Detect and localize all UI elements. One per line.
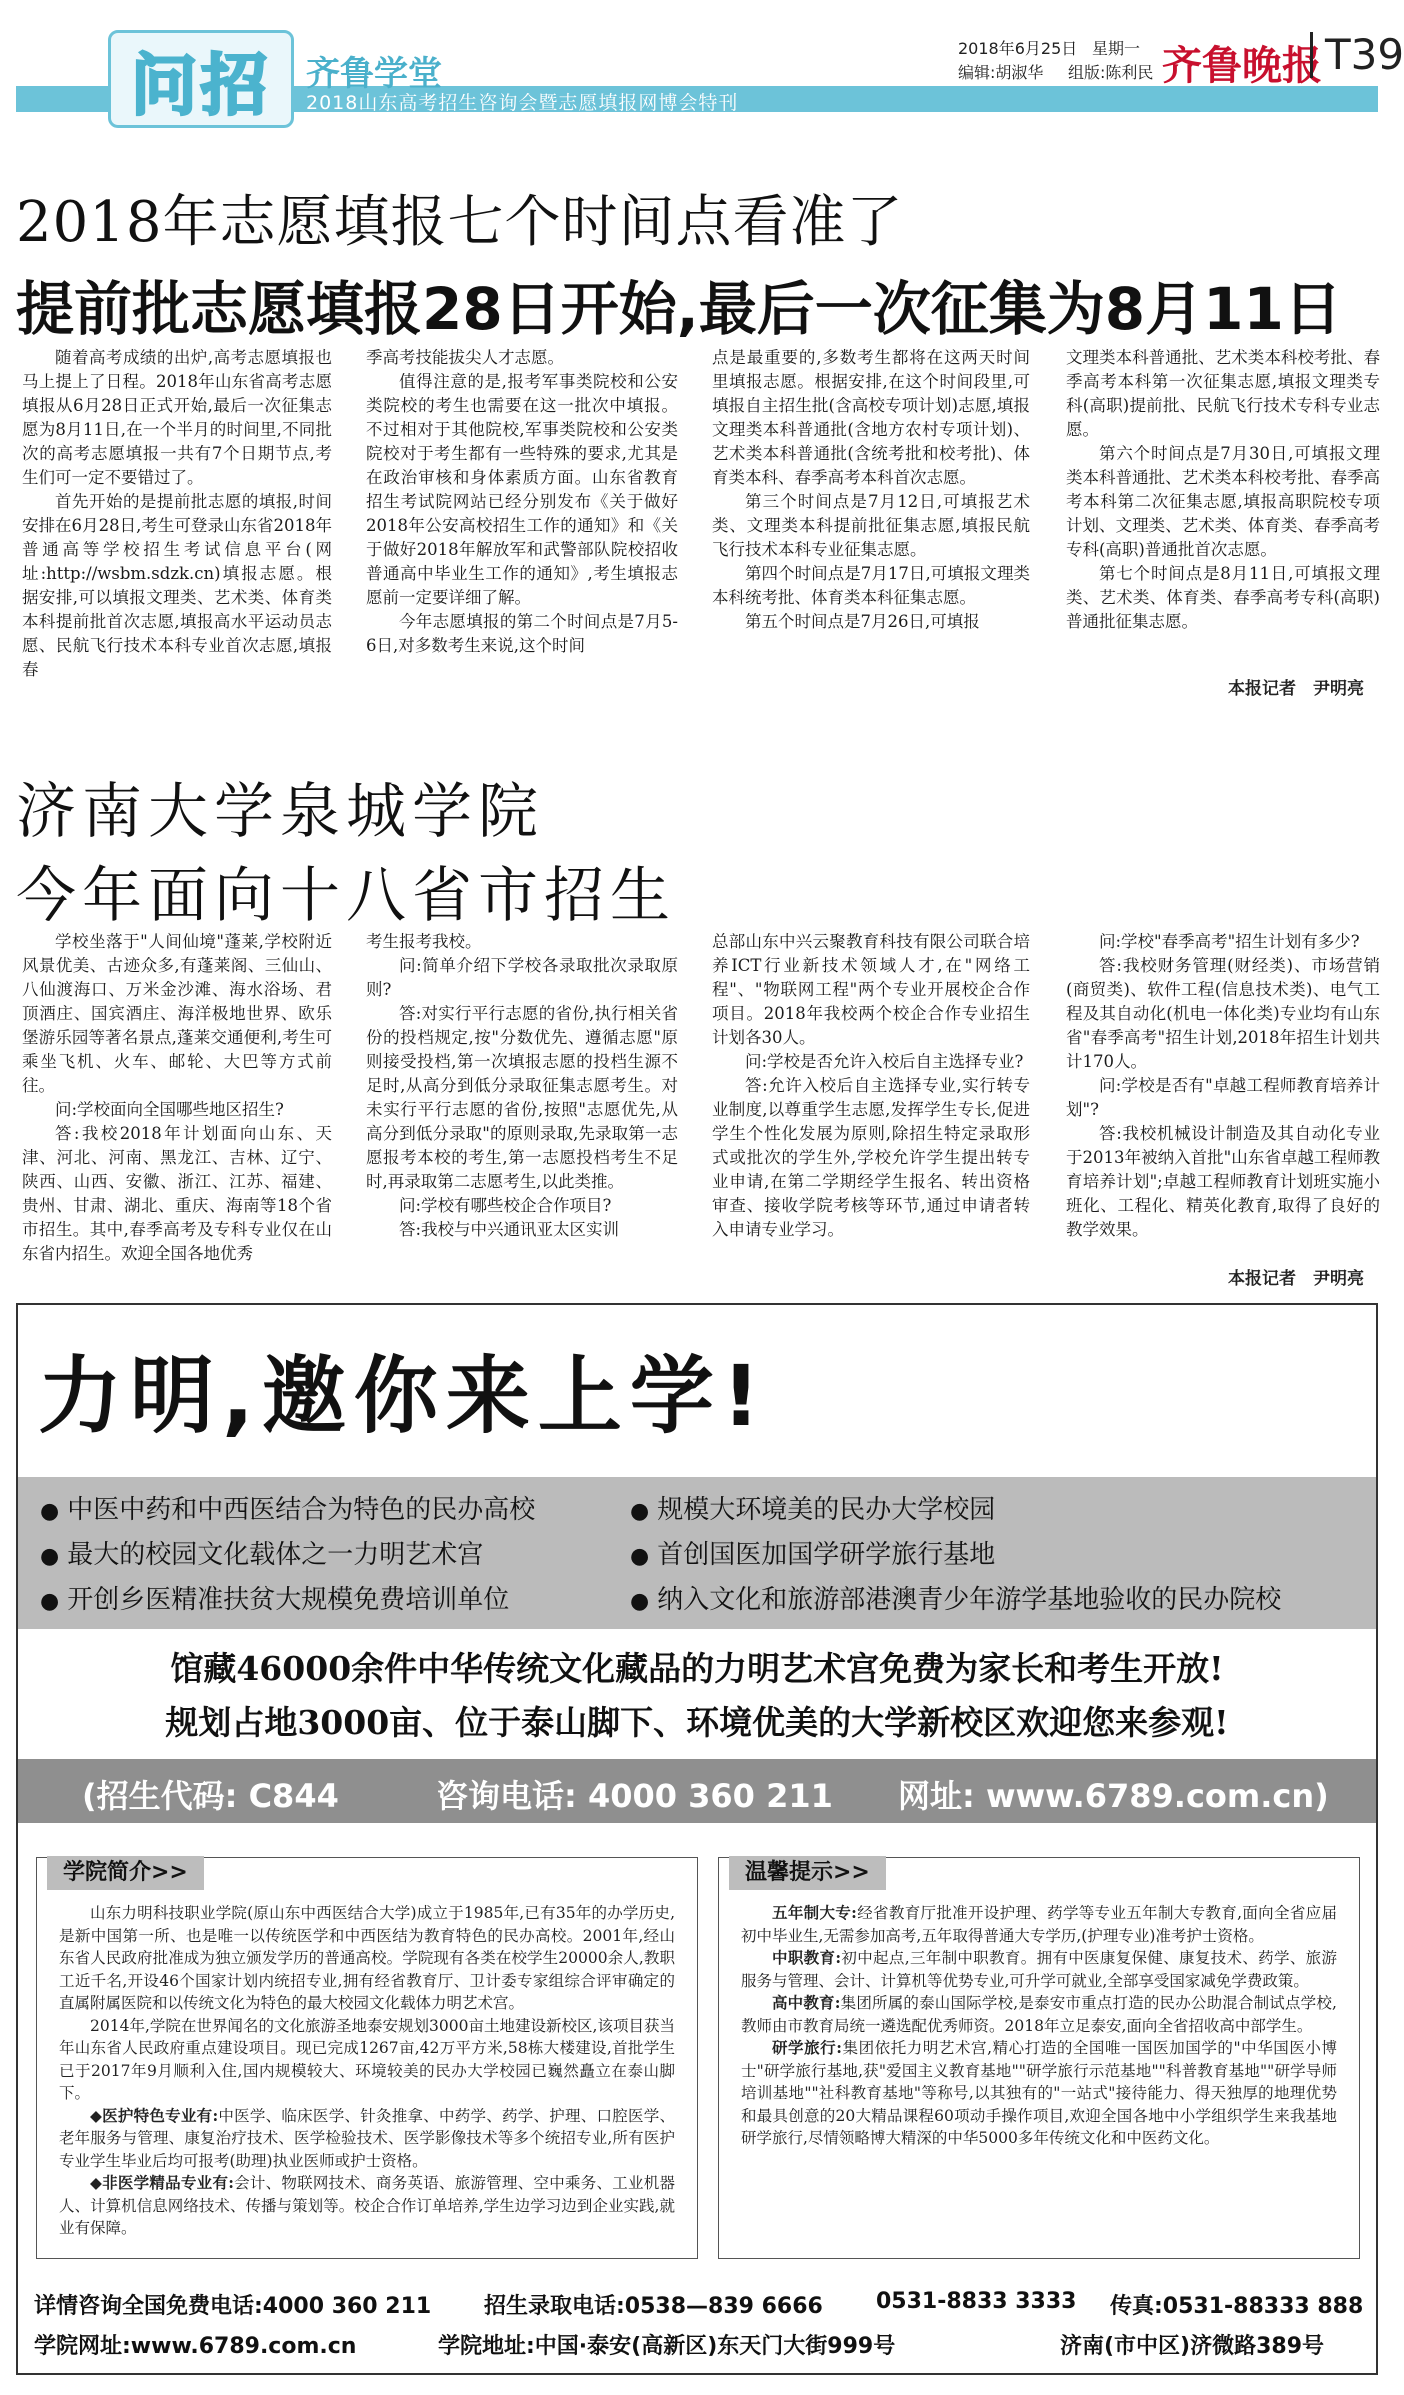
article1-column-4 — [1066, 346, 1380, 656]
article2-column-1 — [22, 930, 332, 1284]
ad-feature-item: ● 中医中药和中西医结合为特色的民办高校 — [40, 1489, 535, 1526]
article1-col4-para: 第六个时间点是7月30日,可填报文理类本科普通批、艺术类本科校考批、春季高考本科第二次征集志愿,填报高职院校专项计划、文理类、艺术类、体育类、春季高考专科(高职)普通批首次志愿。 — [1066, 444, 1380, 559]
phone-2: 0531-8833 3333 — [876, 2289, 1077, 2314]
tip-text: 集团依托力明艺术宫,精心打造的全国唯一国医加国学的"中华国医小博士"研学旅行基地,获"爱国主义教育基地""研学旅行示范基地""科普教育基地""研学导师培训基地""社科教育基地"等称号,以其独有的"一站式"接待能力、得天独厚的地理优势和最具创意的20大精品课程60项动手操作项目,欢迎全国各地中小学组织学生来我基地研学旅行,尽情领略博大精深的中华5000多年传统文化和中医药文化。 — [741, 2039, 1337, 2147]
tip-label: 研学旅行: — [772, 2038, 842, 2057]
article2-col2-para: 考生报考我校。 — [366, 932, 482, 951]
article2-col4-para: 答:我校财务管理(财经类)、市场营销(商贸类)、软件工程(信息技术类)、电气工程及其自动化(机电一体化类)专业均有山东省"春季高考"招生计划,2018年招生计划共计170人。 — [1066, 956, 1380, 1071]
tip-label: 五年制大专: — [772, 1903, 857, 1922]
section-name: 齐鲁学堂 — [306, 54, 442, 94]
college-intro-tab: 学院简介>> — [47, 1856, 204, 1890]
non-medical-majors-text: 会计、物联网技术、商务英语、旅游管理、空中乘务、工业机器人、计算机信息网络技术、传播与策划等。校企合作订单培养,学生边学习边到企业实践,就业有保障。 — [59, 2174, 675, 2237]
page-number: T39 — [1310, 32, 1404, 78]
tips-panel — [718, 1857, 1360, 2259]
college-address-jinan: 济南(市中区)济微路389号 — [1060, 2334, 1325, 2359]
article2-col3-para: 问:学校是否允许入校后自主选择专业? — [745, 1052, 1024, 1071]
medical-majors-label: ◆医护特色专业有: — [90, 2105, 219, 2125]
article1-col1-para: 随着高考成绩的出炉,高考志愿填报也马上提上了日程。2018年山东省高考志愿填报从6月28日正式开始,最后一次征集志愿为8月11日,在一个半月的时间里,不同批次的高考志愿填报一共有7个日期节点,考生们可一定不要错过了。 — [22, 348, 332, 487]
ad-feature-item: ● 纳入文化和旅游部港澳青少年游学基地验收的民办院校 — [630, 1579, 1281, 1616]
tips-text — [741, 1902, 1337, 2248]
tips-tab: 温馨提示>> — [729, 1856, 886, 1890]
issue-date: 2018年6月25日 — [958, 39, 1078, 58]
article1-col3-para: 第五个时间点是7月26日,可填报 — [745, 612, 980, 631]
admission-code: (招生代码: C844 — [82, 1777, 339, 1815]
article2-col4-para: 问:学校是否有"卓越工程师教育培养计划"? — [1066, 1076, 1380, 1119]
article1-col4-para: 第七个时间点是8月11日,可填报文理类、艺术类、体育类、春季高考专科(高职)普通批征集志愿。 — [1066, 564, 1380, 631]
article2-column-2 — [366, 930, 678, 1284]
article2-byline: 本报记者 尹明亮 — [1228, 1269, 1364, 1289]
article1-col2-para: 值得注意的是,报考军事类院校和公安类院校的考生也需要在这一批次中填报。不过相对于其他院校,军事类院校和公安类院校对于考生都有一些特殊的要求,尤其是在政治审核和身体素质方面。山东省教育招生考试院网站已经分别发布《关于做好2018年公安高校招生工作的通知》和《关于做好2018年解放军和武警部队院校招收普通高中毕业生工作的通知》,考生填报志愿前一定要详细了解。 — [366, 372, 678, 607]
article1-column-1 — [22, 346, 332, 702]
article1-column-3 — [712, 346, 1030, 702]
article1-col3-para: 第三个时间点是7月12日,可填报艺术类、文理类本科提前批征集志愿,填报民航飞行技术本科专业征集志愿。 — [712, 492, 1030, 559]
college-address-taian: 学院地址:中国·泰安(高新区)东天门大街999号 — [438, 2334, 896, 2359]
issue-weekday: 星期一 — [1092, 39, 1141, 58]
ad-feature-item: ● 最大的校园文化载体之一力明艺术宫 — [40, 1534, 483, 1571]
article2-col3-para: 总部山东中兴云聚教育科技有限公司联合培养ICT行业新技术领域人才,在"网络工程"、"物联网工程"两个专业开展校企合作项目。2018年我校两个校企合作专业招生计划各30人。 — [712, 932, 1030, 1047]
article1-col2-para: 今年志愿填报的第二个时间点是7月5-6日,对多数考生来说,这个时间 — [366, 612, 678, 655]
ad-feature-list — [18, 1477, 1376, 1629]
article1-col3-para: 第四个时间点是7月17日,可填报文理类本科统考批、体育类本科征集志愿。 — [712, 564, 1030, 607]
free-phone: 详情咨询全国免费电话:4000 360 211 — [34, 2294, 432, 2319]
article2-col3-para: 答:允许入校后自主选择专业,实行转专业制度,以尊重学生志愿,发挥学生专长,促进学生个性化发展为原则,除招生特定录取形式或批次的学生外,学校允许学生提出转专业申请,在第二学期经学生报名、转出资格审查、接收学院考核等环节,通过申请者转入申请专业学习。 — [712, 1076, 1030, 1239]
ad-feature-item: ● 开创乡医精准扶贫大规模免费培训单位 — [40, 1579, 509, 1616]
college-intro-panel — [36, 1857, 698, 2259]
article2-headline-sub: 今年面向十八省市招生 — [16, 861, 676, 931]
article2-headline-main: 济南大学泉城学院 — [16, 777, 544, 847]
article2-col2-para: 问:简单介绍下学校各录取批次录取原则? — [366, 956, 678, 999]
tip-text: 集团所属的泰山国际学校,是泰安市重点打造的民办公助混合制试点学校,教师由市教育局统一遴选配优秀师资。2018年立足泰安,面向全省招收高中部学生。 — [741, 1994, 1337, 2035]
designer-credit: 组版:陈利民 — [1068, 63, 1154, 82]
ad-feature-item: ● 规模大环境美的民办大学校园 — [630, 1489, 995, 1526]
article2-column-4 — [1066, 930, 1380, 1262]
article2-col1-para: 问:学校面向全国哪些地区招生? — [55, 1100, 284, 1119]
article2-col1-para: 答:我校2018年计划面向山东、天津、河北、河南、黑龙江、吉林、辽宁、陕西、山西、安徽、浙江、江苏、福建、贵州、甘肃、湖北、重庆、海南等18个省市招生。其中,春季高考及专科专业仅在山东省内招生。欢迎全国各地优秀 — [22, 1124, 332, 1263]
ad-slogan-2: 规划占地3000亩、位于泰山脚下、环境优美的大学新校区欢迎您来参观! — [165, 1703, 1229, 1742]
newspaper-name: 齐鲁晚报 — [1162, 42, 1322, 89]
advertisement — [16, 1303, 1378, 2375]
consult-phone: 咨询电话: 4000 360 211 — [436, 1777, 833, 1815]
article2-col2-para: 答:对实行平行志愿的省份,执行相关省份的投档规定,按"分数优先、遵循志愿"原则接受投档,第一次填报志愿的投档生源不足时,从高分到低分录取征集志愿考生。对未实行平行志愿的省份,按照"志愿优先,从高分到低分录取"的原则录取,先录取第一志愿报考本校的考生,第一志愿投档考生不足时,再录取第二志愿考生,以此类推。 — [366, 1004, 678, 1191]
header-band-text: 2018山东高考招生咨询会暨志愿填报网博会特刊 — [306, 92, 739, 114]
tip-text: 初中起点,三年制中职教育。拥有中医康复保健、康复技术、药学、旅游服务与管理、会计、计算机等优势专业,可升学可就业,全部享受国家减免学费政策。 — [741, 1949, 1337, 1990]
tip-text: 经省教育厅批准开设护理、药学等专业五年制大专教育,面向全省应届初中毕业生,无需参加高考,五年取得普通大专学历,(护理专业)准考护士资格。 — [741, 1904, 1337, 1945]
non-medical-majors-label: ◆非医学精品专业有: — [90, 2173, 234, 2192]
ad-feature-item: ● 首创国医加国学研学旅行基地 — [630, 1534, 995, 1571]
ad-website: 网址: www.6789.com.cn) — [898, 1777, 1329, 1815]
article1-col2-para: 季高考技能拔尖人才志愿。 — [366, 348, 564, 367]
section-logo: 问招 — [108, 30, 294, 128]
article1-headline-sub: 提前批志愿填报28日开始,最后一次征集为8月11日 — [16, 275, 1342, 343]
article2-col4-para: 问:学校"春季高考"招生计划有多少? — [1099, 932, 1360, 951]
article2-col1-para: 学校坐落于"人间仙境"蓬莱,学校附近风景优美、古迹众多,有蓬莱阁、三仙山、八仙渡海口、万米金沙滩、海水浴场、君顶酒庄、国宾酒庄、海洋极地世界、欧乐堡游乐园等著名景点,蓬莱交通便利,考生可乘坐飞机、火车、邮轮、大巴等方式前往。 — [22, 932, 332, 1095]
article2-col4-para: 答:我校机械设计制造及其自动化专业于2013年被纳入首批"山东省卓越工程师教育培养计划";卓越工程师教育计划班实施小班化、工程化、精英化教育,取得了良好的教学效果。 — [1066, 1124, 1380, 1239]
article1-col1-para: 首先开始的是提前批志愿的填报,时间安排在6月28日,考生可登录山东省2018年普通高等学校招生考试信息平台(网址:http://wsbm.sdzk.cn)填报志愿。根据安排,可以填报文理类、艺术类、体育类本科提前批首次志愿,填报高水平运动员志愿、民航飞行技术本科专业首次志愿,填报春 — [22, 492, 332, 679]
article1-byline: 本报记者 尹明亮 — [1228, 679, 1364, 699]
article2-column-3 — [712, 930, 1030, 1284]
college-intro-text — [59, 1902, 675, 2248]
article2-col2-para: 答:我校与中兴通讯亚太区实训 — [399, 1220, 620, 1239]
ad-title: 力明,邀你来上学! — [38, 1347, 769, 1445]
tip-label: 高中教育: — [772, 1993, 841, 2012]
fax: 传真:0531-88333 888 — [1110, 2294, 1364, 2319]
article1-col3-para: 点是最重要的,多数考生都将在这两天时间里填报志愿。根据安排,在这个时间段里,可填报自主招生批(含高校专项计划)志愿,填报文理类本科普通批(含地方农村专项计划)、艺术类本科普通批(含统考批和校考批)、体育类本科、春季高考本科首次志愿。 — [712, 348, 1030, 487]
editor-credit: 编辑:胡淑华 — [958, 63, 1044, 82]
admission-phone: 招生录取电话:0538—839 6666 — [484, 2294, 823, 2319]
ad-contact-bar — [18, 1759, 1376, 1823]
article1-col4-para: 文理类本科普通批、艺术类本科校考批、春季高考本科第一次征集志愿,填报文理类专科(高职)提前批、民航飞行技术专科专业志愿。 — [1066, 348, 1380, 439]
medical-majors-text: 中医学、临床医学、针灸推拿、中药学、药学、护理、口腔医学、老年服务与管理、康复治疗技术、医学检验技术、医学影像技术等多个统招专业,所有医护专业学生毕业后均可报考(助理)执业医师或护士资格。 — [59, 2106, 675, 2170]
article2-col2-para: 问:学校有哪些校企合作项目? — [399, 1196, 612, 1215]
intro-paragraph: 2014年,学院在世界闻名的文化旅游圣地泰安规划3000亩土地建设新校区,该项目获当年山东省人民政府重点建设项目。现已完成1267亩,42万平方米,58栋大楼建设,首批学生已于2017年9月顺利入住,国内规模较大、环境较美的民办大学校园已巍然矗立在泰山脚下。 — [59, 2016, 675, 2102]
ad-slogan-1: 馆藏46000余件中华传统文化藏品的力明艺术宫免费为家长和考生开放! — [170, 1649, 1224, 1688]
college-website: 学院网址:www.6789.com.cn — [34, 2334, 357, 2359]
tip-label: 中职教育: — [772, 1948, 842, 1967]
intro-paragraph: 山东力明科技职业学院(原山东中西医结合大学)成立于1985年,已有35年的办学历史,是新中国第一所、也是唯一以传统医学和中西医结为教育特色的民办高校。2001年,经山东省人民政府批准成为独立颁发学历的普通高校。学院现有各类在校学生20000余人,教职工近千名,开设46个国家计划内统招专业,拥有经省教育厅、卫计委专家组综合评审确定的直属附属医院和以传统文化为特色的最大校园文化载体力明艺术宫。 — [59, 1904, 675, 2012]
masthead — [0, 0, 1404, 150]
article1-headline-main: 2018年志愿填报七个时间点看准了 — [16, 190, 904, 255]
article1-column-2 — [366, 346, 678, 702]
